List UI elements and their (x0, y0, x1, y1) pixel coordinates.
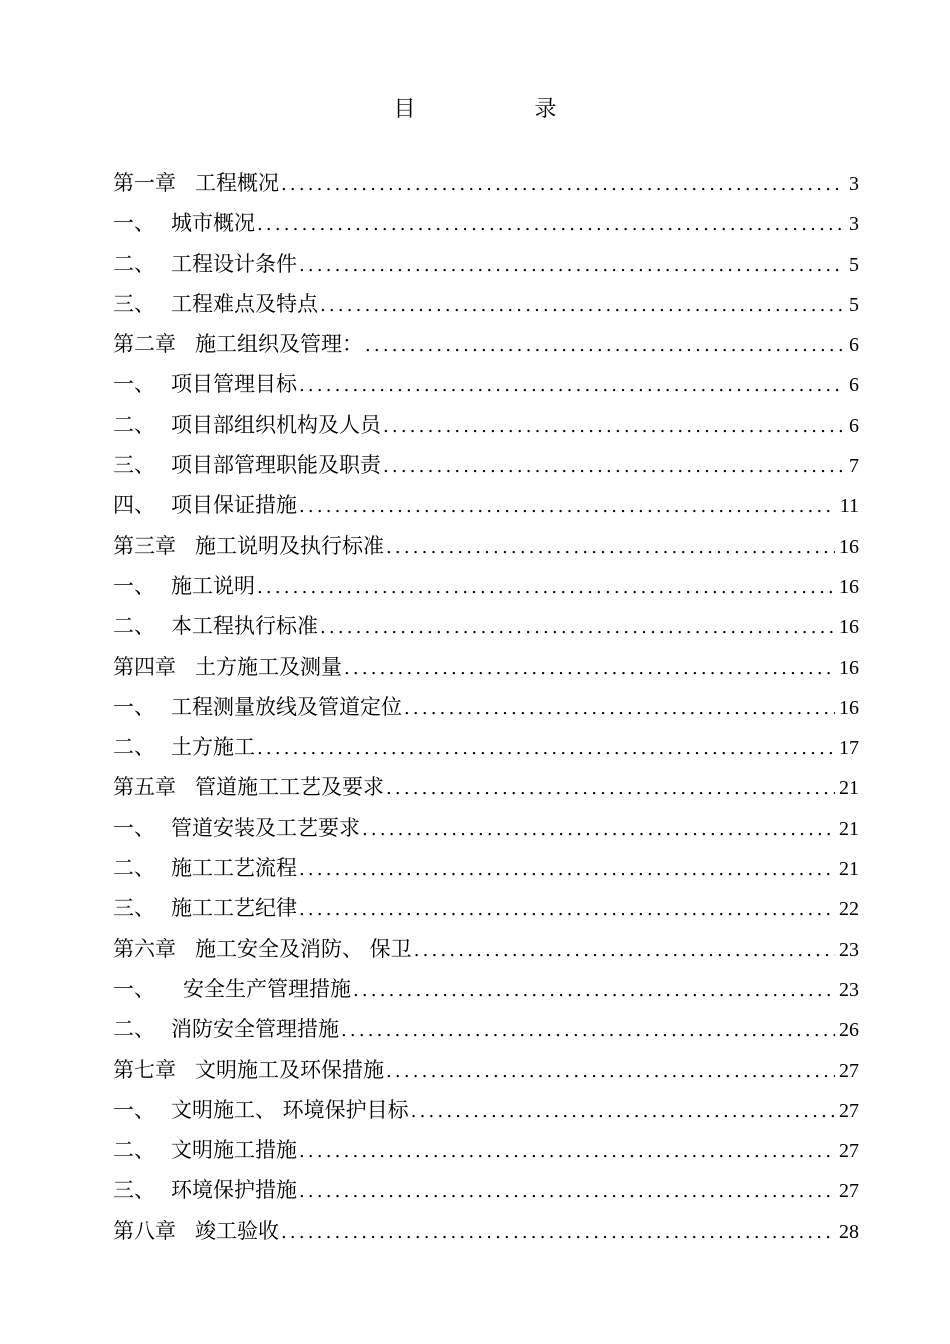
toc-entry[interactable] (113, 1090, 859, 1130)
toc-page-number: 16 (839, 575, 859, 598)
toc-page-number: 6 (849, 414, 859, 437)
toc-leader-dots (386, 769, 835, 809)
toc-entry-number: 二、 (113, 251, 155, 276)
toc-leader-dots (320, 608, 835, 648)
toc-entry-label (113, 1170, 297, 1210)
toc-page-number: 7 (849, 455, 859, 478)
toc-page-number: 5 (849, 253, 859, 276)
toc-page-number: 21 (839, 817, 859, 840)
toc-leader-dots (257, 205, 843, 245)
toc-entry-title: 施工工艺纪律 (171, 896, 297, 921)
toc-entry-number: 一、 (113, 211, 155, 236)
toc-entry-label (113, 606, 318, 646)
toc-leader-dots (383, 447, 843, 487)
toc-entry-number: 二、 (113, 1017, 155, 1042)
toc-entry-title: 施工说明及执行标准 (195, 533, 384, 558)
toc-entry-number: 第七章 (113, 1057, 176, 1082)
toc-page-number: 23 (839, 938, 859, 961)
toc-entry-title: 项目部组织机构及人员 (171, 412, 381, 437)
toc-leader-dots (257, 729, 835, 769)
toc-entry-title: 安全生产管理措施 (183, 976, 351, 1001)
toc-entry-number: 一、 (113, 976, 155, 1001)
toc-entry-label (113, 767, 384, 807)
toc-leader-dots (281, 1213, 835, 1253)
toc-entry-number: 三、 (113, 896, 155, 921)
toc-entry-label (113, 888, 297, 928)
toc-entry-number: 二、 (113, 735, 155, 760)
toc-entry-number: 一、 (113, 573, 155, 598)
toc-entry-label (113, 526, 384, 566)
toc-entry-title: 竣工验收 (195, 1218, 279, 1243)
table-of-contents (113, 163, 859, 1251)
toc-entry-title: 管道安装及工艺要求 (171, 815, 360, 840)
toc-leader-dots (386, 528, 835, 568)
toc-entry[interactable] (113, 203, 859, 243)
toc-page-number: 6 (849, 334, 859, 357)
toc-entry-title: 城市概况 (171, 211, 255, 236)
toc-entry-number: 第八章 (113, 1218, 176, 1243)
toc-entry-label (113, 566, 255, 606)
toc-page-number: 5 (849, 293, 859, 316)
toc-leader-dots (344, 649, 835, 689)
toc-page-number: 17 (839, 737, 859, 760)
toc-entry-label (113, 244, 297, 284)
toc-entry-label (113, 1090, 409, 1130)
toc-entry[interactable] (113, 647, 859, 687)
toc-page-number: 27 (839, 1059, 859, 1082)
toc-entry[interactable] (113, 727, 859, 767)
toc-entry-title: 施工工艺流程 (171, 856, 297, 881)
toc-page-number: 16 (839, 656, 859, 679)
toc-leader-dots (383, 407, 843, 447)
toc-leader-dots (320, 286, 843, 326)
toc-entry-title: 项目管理目标 (171, 372, 297, 397)
toc-entry[interactable] (113, 405, 859, 445)
toc-leader-dots (299, 1132, 835, 1172)
toc-page-number: 23 (839, 978, 859, 1001)
toc-leader-dots (299, 487, 836, 527)
toc-page-number: 16 (839, 535, 859, 558)
toc-leader-dots (341, 1011, 835, 1051)
toc-page-number: 3 (849, 213, 859, 236)
toc-entry[interactable] (113, 767, 859, 807)
toc-entry[interactable] (113, 1170, 859, 1210)
toc-entry-number: 第四章 (113, 654, 176, 679)
toc-page-number: 21 (839, 858, 859, 881)
toc-entry-title: 施工说明 (171, 573, 255, 598)
toc-entry-title: 项目保证措施 (171, 493, 297, 518)
toc-entry-number: 三、 (113, 291, 155, 316)
toc-leader-dots (299, 1172, 835, 1212)
toc-leader-dots (299, 890, 835, 930)
toc-entry-title: 工程设计条件 (171, 251, 297, 276)
toc-entry-number: 一、 (113, 694, 155, 719)
toc-entry-label (113, 1009, 339, 1049)
toc-leader-dots (353, 971, 835, 1011)
toc-entry-label (113, 848, 297, 888)
toc-entry[interactable] (113, 364, 859, 404)
toc-entry[interactable] (113, 929, 859, 969)
toc-entry-title: 文明施工措施 (171, 1138, 297, 1163)
toc-page-number: 28 (839, 1220, 859, 1243)
toc-entry[interactable] (113, 888, 859, 928)
toc-entry[interactable] (113, 808, 859, 848)
toc-entry[interactable] (113, 1050, 859, 1090)
page-title: 目 录 (393, 97, 613, 122)
toc-entry-number: 二、 (113, 412, 155, 437)
toc-entry[interactable] (113, 1009, 859, 1049)
toc-entry-label (113, 929, 412, 969)
toc-entry-title: 施工组织及管理： (195, 332, 363, 357)
toc-entry-label (113, 445, 381, 485)
toc-entry-label (113, 163, 279, 203)
toc-entry-title: 文明施工及环保措施 (195, 1057, 384, 1082)
toc-entry[interactable] (113, 606, 859, 646)
toc-entry-number: 一、 (113, 372, 155, 397)
toc-leader-dots (299, 850, 835, 890)
toc-page-number: 16 (839, 616, 859, 639)
toc-entry[interactable] (113, 848, 859, 888)
toc-leader-dots (414, 931, 835, 971)
toc-entry-title: 消防安全管理措施 (171, 1017, 339, 1042)
toc-entry[interactable] (113, 1130, 859, 1170)
toc-page-number: 21 (839, 777, 859, 800)
toc-leader-dots (299, 246, 843, 286)
toc-entry-number: 三、 (113, 1178, 155, 1203)
toc-entry-label (113, 485, 297, 525)
toc-page-number: 11 (839, 495, 859, 518)
toc-entry-number: 一、 (113, 1097, 155, 1122)
toc-page-number: 27 (839, 1099, 859, 1122)
toc-entry-number: 二、 (113, 1138, 155, 1163)
toc-leader-dots (299, 366, 843, 406)
toc-entry[interactable] (113, 526, 859, 566)
toc-leader-dots (365, 326, 843, 366)
toc-page-number: 6 (849, 374, 859, 397)
toc-entry-label (113, 969, 351, 1009)
toc-entry[interactable] (113, 324, 859, 364)
toc-entry-label (113, 364, 297, 404)
toc-leader-dots (411, 1092, 835, 1132)
toc-entry[interactable] (113, 244, 859, 284)
toc-entry-number: 四、 (113, 493, 155, 518)
toc-entry-title: 文明施工、 环境保护目标 (171, 1097, 409, 1122)
toc-page-number: 16 (839, 696, 859, 719)
toc-entry-number: 第二章 (113, 332, 176, 357)
toc-entry-label (113, 808, 360, 848)
toc-page-number: 26 (839, 1019, 859, 1042)
toc-entry-number: 第六章 (113, 936, 176, 961)
toc-page-number: 27 (839, 1140, 859, 1163)
toc-entry[interactable] (113, 485, 859, 525)
toc-entry[interactable] (113, 969, 859, 1009)
toc-page-number: 27 (839, 1180, 859, 1203)
toc-entry[interactable] (113, 284, 859, 324)
toc-entry-label (113, 405, 381, 445)
toc-entry-title: 环境保护措施 (171, 1178, 297, 1203)
toc-entry-title: 土方施工及测量 (195, 654, 342, 679)
toc-entry-title: 项目部管理职能及职责 (171, 453, 381, 478)
toc-entry-title: 管道施工工艺及要求 (195, 775, 384, 800)
toc-entry-title: 土方施工 (171, 735, 255, 760)
toc-entry[interactable] (113, 163, 859, 203)
toc-page-number: 3 (849, 173, 859, 195)
toc-leader-dots (386, 1052, 835, 1092)
toc-entry-number: 二、 (113, 856, 155, 881)
toc-entry-number: 第三章 (113, 533, 176, 558)
toc-entry-label (113, 727, 255, 767)
toc-entry-title: 施工安全及消防、 保卫 (195, 936, 412, 961)
toc-leader-dots (257, 568, 835, 608)
toc-leader-dots (404, 689, 835, 729)
toc-leader-dots (362, 810, 835, 850)
toc-entry[interactable] (113, 1211, 859, 1251)
toc-entry-number: 三、 (113, 453, 155, 478)
toc-entry-title: 工程测量放线及管道定位 (171, 694, 402, 719)
toc-entry-label (113, 647, 342, 687)
toc-entry-label (113, 1130, 297, 1170)
toc-entry-label (113, 284, 318, 324)
toc-entry-label (113, 324, 363, 364)
toc-entry-title: 本工程执行标准 (171, 614, 318, 639)
toc-entry-label (113, 687, 402, 727)
toc-entry[interactable] (113, 445, 859, 485)
toc-entry-label (113, 1211, 279, 1251)
toc-entry-number: 二、 (113, 614, 155, 639)
toc-entry-number: 一、 (113, 815, 155, 840)
toc-entry-title: 工程概况 (195, 171, 279, 195)
toc-page-number: 22 (839, 898, 859, 921)
toc-entry[interactable] (113, 687, 859, 727)
toc-leader-dots (281, 165, 843, 205)
toc-entry-title: 工程难点及特点 (171, 291, 318, 316)
toc-entry-number: 第一章 (113, 171, 176, 195)
toc-entry[interactable] (113, 566, 859, 606)
toc-entry-label (113, 203, 255, 243)
toc-entry-label (113, 1050, 384, 1090)
toc-entry-number: 第五章 (113, 775, 176, 800)
